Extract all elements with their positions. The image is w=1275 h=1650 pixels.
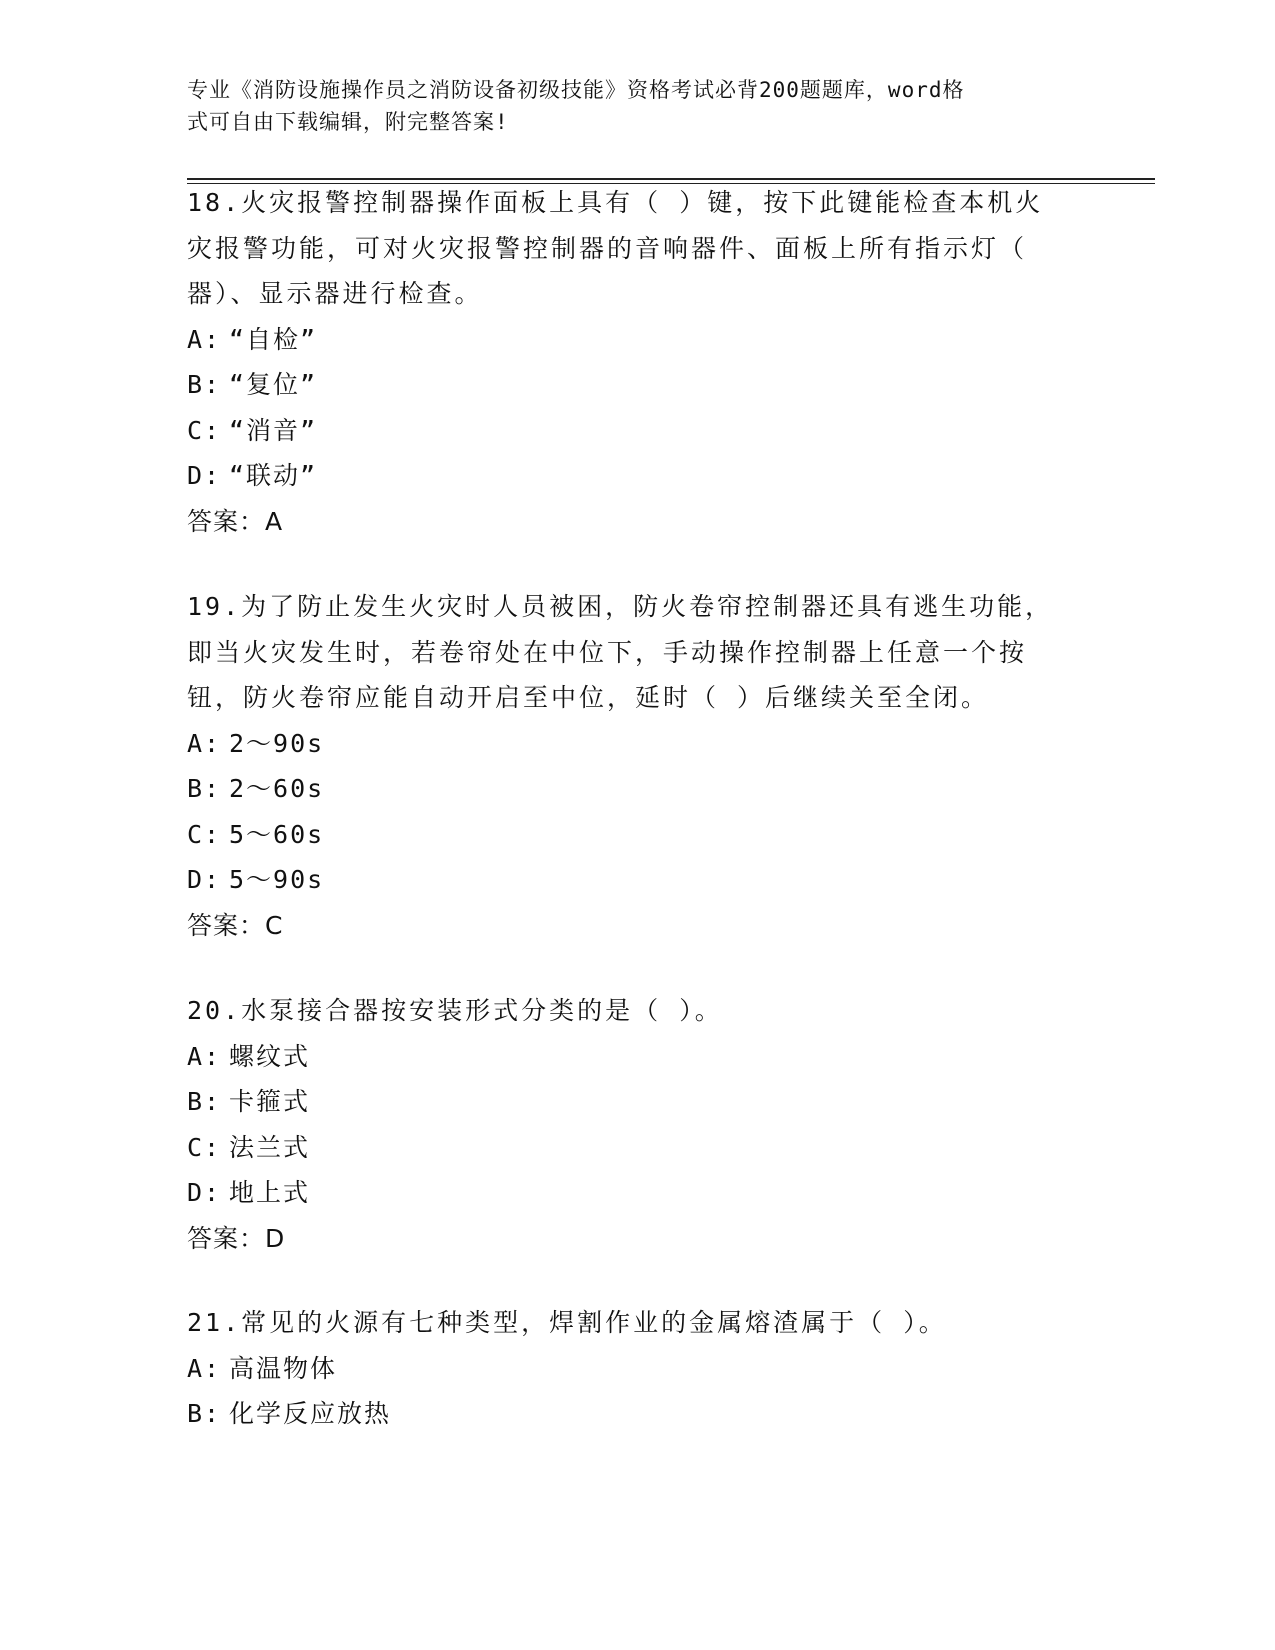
option-letter: B:	[187, 1399, 222, 1428]
question-stem-line: 灾报警功能，可对火灾报警控制器的音响器件、面板上所有指示灯（	[187, 233, 1028, 263]
option-letter: D:	[187, 1178, 222, 1207]
option-text: “消音”	[229, 415, 318, 445]
option-a	[187, 1346, 1087, 1392]
option-a	[187, 721, 1087, 767]
option-b	[187, 1079, 1087, 1125]
option-letter: A:	[187, 324, 222, 354]
question-stem-line: 即当火灾发生时，若卷帘处在中位下，手动操作控制器上任意一个按	[187, 637, 1028, 667]
option-letter: A:	[187, 1041, 222, 1071]
option-text: 法兰式	[229, 1132, 311, 1162]
option-text: 5～90s	[229, 865, 325, 894]
option-letter: B:	[187, 774, 222, 803]
option-text: 化学反应放热	[229, 1399, 392, 1428]
document-header	[187, 74, 1067, 138]
question-20	[187, 988, 1087, 1261]
option-text: 螺纹式	[229, 1041, 311, 1071]
answer-line: 答案：D	[187, 1223, 286, 1253]
answer-line: 答案：A	[187, 506, 284, 536]
option-a	[187, 317, 1087, 363]
option-text: 2～60s	[229, 774, 325, 803]
answer-line: 答案：C	[187, 910, 284, 940]
option-letter: D:	[187, 461, 222, 490]
option-b	[187, 1391, 1087, 1437]
option-d	[187, 1170, 1087, 1216]
option-d	[187, 857, 1087, 903]
option-c	[187, 1125, 1087, 1171]
option-d	[187, 453, 1087, 499]
option-text: 2～90s	[229, 728, 325, 758]
header-line-1: 专业《消防设施操作员之消防设备初级技能》资格考试必背200题题库，word格	[187, 78, 965, 102]
option-letter: C:	[187, 819, 222, 849]
question-stem-line: 钮，防火卷帘应能自动开启至中位，延时（ ）后继续关至全闭。	[187, 683, 990, 712]
option-letter: B:	[187, 1087, 222, 1116]
question-18	[187, 180, 1087, 544]
question-21	[187, 1300, 1087, 1437]
question-stem-line: 19.为了防止发生火灾时人员被困，防火卷帘控制器还具有逃生功能，	[187, 592, 1054, 621]
option-text: 高温物体	[229, 1353, 338, 1383]
option-letter: A:	[187, 1353, 222, 1383]
option-letter: B:	[187, 370, 222, 399]
option-text: 5～60s	[229, 819, 325, 849]
option-text: 地上式	[229, 1178, 311, 1207]
question-stem-line: 器）、显示器进行检查。	[187, 279, 483, 308]
option-letter: A:	[187, 728, 222, 758]
option-letter: D:	[187, 865, 222, 894]
option-letter: C:	[187, 415, 222, 445]
option-text: “联动”	[229, 461, 318, 490]
option-text: “复位”	[229, 370, 318, 399]
question-stem-line: 21.常见的火源有七种类型，焊割作业的金属熔渣属于（ ）。	[187, 1308, 947, 1337]
option-text: “自检”	[229, 324, 318, 354]
header-line-2: 式可自由下载编辑，附完整答案!	[187, 110, 509, 134]
option-c	[187, 812, 1087, 858]
option-c	[187, 408, 1087, 454]
question-19	[187, 584, 1087, 948]
option-text: 卡箍式	[229, 1087, 311, 1116]
question-stem-line: 20.水泵接合器按安装形式分类的是（ ）。	[187, 996, 723, 1025]
question-stem-line: 18.火灾报警控制器操作面板上具有（ ）键，按下此键能检查本机火	[187, 188, 1044, 217]
option-a	[187, 1034, 1087, 1080]
option-letter: C:	[187, 1132, 222, 1162]
option-b	[187, 362, 1087, 408]
option-b	[187, 766, 1087, 812]
